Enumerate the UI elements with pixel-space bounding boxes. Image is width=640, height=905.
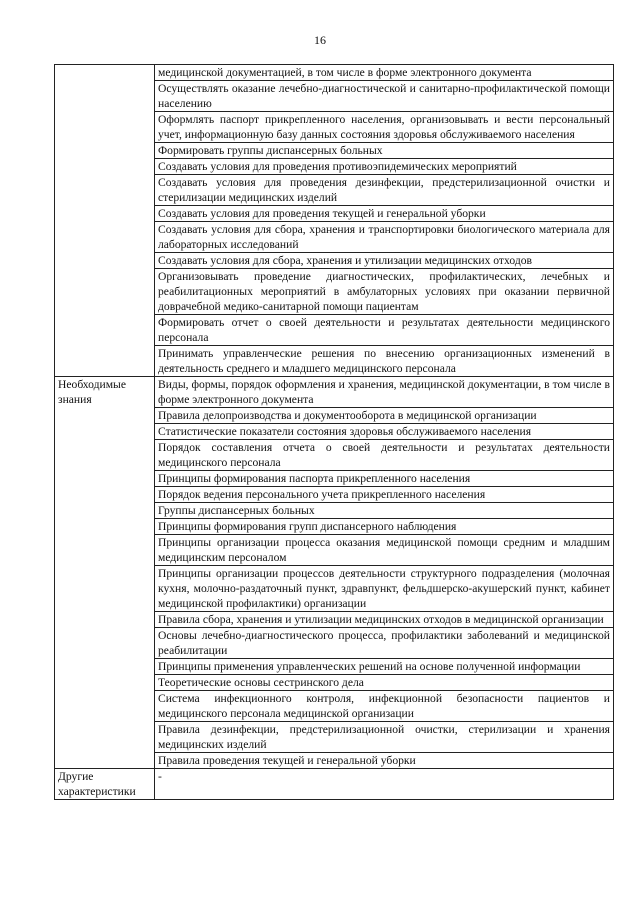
requirement-item: Формировать группы диспансерных больных bbox=[155, 143, 614, 159]
requirements-table-body bbox=[55, 65, 614, 800]
requirement-item: Создавать условия для проведения противоэпидемических мероприятий bbox=[155, 159, 614, 175]
requirement-item: Группы диспансерных больных bbox=[155, 503, 614, 519]
requirement-item: Создавать условия для сбора, хранения и транспортировки биологического материала для лабораторных исследований bbox=[155, 222, 614, 253]
category-cell bbox=[55, 65, 155, 377]
requirement-item: Принимать управленческие решения по внесению организационных изменений в деятельность среднего и младшего медицинского персонала bbox=[155, 346, 614, 377]
requirement-item: Оформлять паспорт прикрепленного населения, организовывать и вести персональный учет, информационную базу данных состояния здоровья обслуживаемого населения bbox=[155, 112, 614, 143]
requirement-item: - bbox=[155, 769, 614, 800]
table-row bbox=[55, 377, 614, 408]
requirement-item: Организовывать проведение диагностических, профилактических, лечебных и реабилитационных мероприятий в амбулаторных условиях при оказании первичной доврачебной медико-санитарной помощи пациентам bbox=[155, 269, 614, 315]
requirement-item: Порядок ведения персонального учета прикрепленного населения bbox=[155, 487, 614, 503]
requirement-item: Правила дезинфекции, предстерилизационной очистки, стерилизации и хранения медицинских изделий bbox=[155, 722, 614, 753]
requirement-item: Принципы формирования групп диспансерного наблюдения bbox=[155, 519, 614, 535]
category-cell bbox=[55, 769, 155, 800]
requirement-item: Формировать отчет о своей деятельности и результатах деятельности медицинского персонала bbox=[155, 315, 614, 346]
category-label: Необходимые знания bbox=[58, 378, 126, 406]
requirement-item: Система инфекционного контроля, инфекционной безопасности пациентов и медицинского персонала медицинской организации bbox=[155, 691, 614, 722]
requirement-item: Осуществлять оказание лечебно-диагностической и санитарно-профилактической помощи населению bbox=[155, 81, 614, 112]
table-row bbox=[55, 65, 614, 81]
category-label: Другие характеристики bbox=[58, 770, 136, 798]
requirement-item: Правила проведения текущей и генеральной уборки bbox=[155, 753, 614, 769]
requirement-item: Принципы организации процессов деятельности структурного подразделения (молочная кухня, молочно-раздаточный пункт, здравпункт, фельдшерско-акушерский пункт, кабинет медицинской профилактики) организации bbox=[155, 566, 614, 612]
table-row bbox=[55, 769, 614, 800]
requirement-item: Статистические показатели состояния здоровья обслуживаемого населения bbox=[155, 424, 614, 440]
requirement-item: медицинской документацией, в том числе в форме электронного документа bbox=[155, 65, 614, 81]
requirement-item: Порядок составления отчета о своей деятельности и результатах деятельности медицинского персонала bbox=[155, 440, 614, 471]
requirement-item: Основы лечебно-диагностического процесса, профилактики заболеваний и медицинской реабилитации bbox=[155, 628, 614, 659]
requirement-item: Создавать условия для проведения дезинфекции, предстерилизационной очистки и стерилизации медицинских изделий bbox=[155, 175, 614, 206]
requirement-item: Теоретические основы сестринского дела bbox=[155, 675, 614, 691]
requirement-item: Виды, формы, порядок оформления и хранения, медицинской документации, в том числе в форме электронного документа bbox=[155, 377, 614, 408]
requirement-item: Создавать условия для проведения текущей и генеральной уборки bbox=[155, 206, 614, 222]
requirement-item: Правила сбора, хранения и утилизации медицинских отходов в медицинской организации bbox=[155, 612, 614, 628]
requirement-item: Принципы применения управленческих решений на основе полученной информации bbox=[155, 659, 614, 675]
category-cell bbox=[55, 377, 155, 769]
requirements-table bbox=[54, 64, 614, 800]
requirement-item: Принципы организации процесса оказания медицинской помощи средним и младшим медицинским персоналом bbox=[155, 535, 614, 566]
requirement-item: Принципы формирования паспорта прикрепленного населения bbox=[155, 471, 614, 487]
requirement-item: Создавать условия для сбора, хранения и утилизации медицинских отходов bbox=[155, 253, 614, 269]
page-number: 16 bbox=[314, 33, 326, 47]
requirement-item: Правила делопроизводства и документооборота в медицинской организации bbox=[155, 408, 614, 424]
